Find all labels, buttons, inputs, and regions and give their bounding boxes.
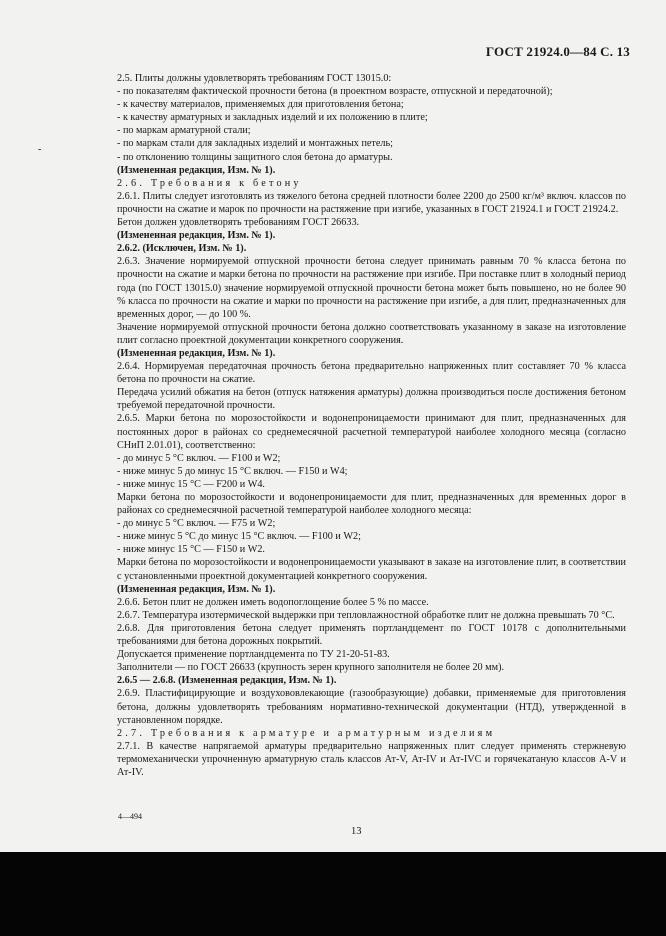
paragraph: - к качеству арматурных и закладных изделий и их положению в плите; bbox=[117, 112, 428, 124]
amendment-note: (Измененная редакция, Изм. № 1). bbox=[117, 347, 276, 359]
paragraph: Допускается применение портландцемента по ТУ 21-20-51-83. bbox=[117, 649, 390, 661]
paragraph: - по отклонению толщины защитного слоя бетона до арматуры. bbox=[117, 151, 393, 163]
paragraph: Марки бетона по морозостойкости и водонепроницаемости указывают в заказе на изготовление плит, в соответствии с установленными проектной документацией конкретного сооружения. bbox=[117, 557, 626, 582]
section-heading: 2.6. Требования к бетону bbox=[117, 177, 302, 189]
page-number: 13 bbox=[351, 826, 362, 837]
paragraph: 2.6.7. Температура изотермической выдержки при тепловлажностной обработке плит не должна превышать 70 °С. bbox=[117, 609, 615, 621]
list-item: - до минус 5 °С включ. — F100 и W2; bbox=[117, 452, 281, 464]
paragraph: - по маркам стали для закладных изделий и монтажных петель; bbox=[117, 138, 393, 150]
list-item: - ниже минус 5 °С до минус 15 °С включ. — F100 и W2; bbox=[117, 531, 361, 543]
paragraph: - по показателям фактической прочности бетона (в проектном возрасте, отпускной и передаточной); bbox=[117, 86, 553, 98]
amendment-note: 2.6.5 — 2.6.8. (Измененная редакция, Изм. № 1). bbox=[117, 675, 337, 687]
scan-dark-band bbox=[0, 852, 666, 936]
list-item: - до минус 5 °С включ. — F75 и W2; bbox=[117, 518, 276, 530]
paragraph: 2.6.5. Марки бетона по морозостойкости и водонепроницаемости принимают для плит, предназначенных для постоянных дорог в районах со среднемесячной расчетной температурой наиболее холодного месяца (согласно СНиП 2.01.01), соответственно: bbox=[117, 413, 626, 451]
footer-code: 4—494 bbox=[118, 812, 142, 821]
margin-mark: - bbox=[38, 144, 42, 155]
paragraph: 2.6.3. Значение нормируемой отпускной прочности бетона следует принимать равным 70 % класса бетона по прочности на сжатие и марки бетона по прочности на растяжение при изгибе. При поставке плит в холодный период года (по ГОСТ 13015.0) значение нормируемой отпускной прочности бетона может быть повышено, но не более 90 % класса по прочности на сжатие и марки по прочности на растяжение при изгибе, а для плит, предназначенных для временных дорог, — до 100 %. bbox=[117, 256, 626, 320]
paragraph: 2.7.1. В качестве напрягаемой арматуры предварительно напряженных плит следует применять стержневую термомеханически упрочненную арматурную сталь классов Ат-V, Ат-IV и Ат-IVC и горячекатаную классов А-V и Ат-IV. bbox=[117, 740, 626, 778]
paragraph: - к качеству материалов, применяемых для приготовления бетона; bbox=[117, 99, 404, 111]
paragraph: 2.6.6. Бетон плит не должен иметь водопоглощение более 5 % по массе. bbox=[117, 596, 429, 608]
paragraph: 2.6.8. Для приготовления бетона следует применять портландцемент по ГОСТ 10178 с дополнительными требованиями для бетона дорожных покрытий. bbox=[117, 622, 626, 648]
paragraph: 2.6.4. Нормируемая передаточная прочность бетона предварительно напряженных плит составляет 70 % класса бетона по прочности на сжатие. bbox=[117, 361, 626, 386]
list-item: - ниже минус 15 °С — F150 и W2. bbox=[117, 544, 265, 556]
excluded-note: 2.6.2. (Исключен, Изм. № 1). bbox=[117, 243, 247, 255]
section-heading: 2.7. Требования к арматуре и арматурным изделиям bbox=[117, 727, 496, 739]
list-item: - ниже минус 15 °С — F200 и W4. bbox=[117, 478, 265, 490]
paragraph: - по маркам арматурной стали; bbox=[117, 125, 251, 137]
amendment-note: (Измененная редакция, Изм. № 1). bbox=[117, 230, 276, 242]
paragraph: Заполнители — по ГОСТ 26633 (крупность зерен крупного заполнителя не более 20 мм). bbox=[117, 662, 505, 674]
paragraph: Значение нормируемой отпускной прочности бетона должно соответствовать указанному в заказе на изготовление плит согласно проектной документации конкретного сооружения. bbox=[117, 321, 626, 346]
paragraph: 2.5. Плиты должны удовлетворять требованиям ГОСТ 13015.0: bbox=[117, 73, 392, 84]
paragraph: Марки бетона по морозостойкости и водонепроницаемости для плит, предназначенных для временных дорог в районах со среднемесячной расчетной температурой наиболее холодного месяца: bbox=[117, 492, 626, 517]
list-item: - ниже минус 5 до минус 15 °С включ. — F150 и W4; bbox=[117, 465, 348, 477]
document-body bbox=[117, 72, 626, 779]
paragraph: Передача усилий обжатия на бетон (отпуск натяжения арматуры) должна производиться после достижения бетоном требуемой передаточной прочности. bbox=[117, 387, 626, 412]
amendment-note: (Измененная редакция, Изм. № 1). bbox=[117, 583, 276, 595]
page-header: ГОСТ 21924.0—84 С. 13 bbox=[485, 44, 630, 59]
paragraph: Бетон должен удовлетворять требованиям ГОСТ 26633. bbox=[117, 217, 360, 229]
paragraph: 2.6.1. Плиты следует изготовлять из тяжелого бетона средней плотности более 2200 до 2500 кг/м³ включ. классов по прочности на сжатие и марок по прочности на растяжение при изгибе, указанных в ГОСТ 21924.1 и ГОСТ 21924.2. bbox=[117, 190, 626, 215]
paragraph: 2.6.9. Пластифицирующие и воздухововлекающие (газообразующие) добавки, применяемые для приготовления бетона, должны удовлетворять требованиям нормативно-технической документации (НТД), утвержденной в установленном порядке. bbox=[117, 688, 626, 726]
amendment-note: (Измененная редакция, Изм. № 1). bbox=[117, 164, 276, 176]
